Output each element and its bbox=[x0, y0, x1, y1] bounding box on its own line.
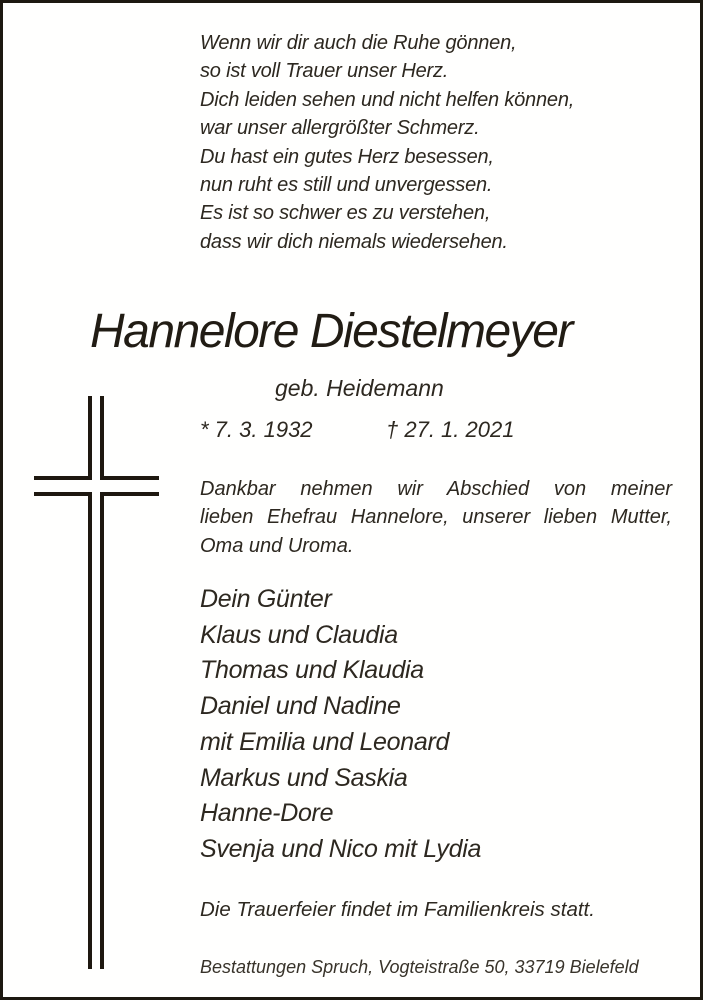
poem-line: dass wir dich niemals wiedersehen. bbox=[200, 230, 508, 253]
mourner-name: Klaus und Claudia bbox=[200, 620, 398, 649]
mourner-name: Thomas und Klaudia bbox=[200, 656, 424, 685]
poem-line: nun ruht es still und unvergessen. bbox=[200, 174, 493, 197]
funeral-home-address: Bestattungen Spruch, Vogteistraße 50, 33719 Bielefeld bbox=[200, 957, 639, 977]
poem-line: Es ist so schwer es zu verstehen, bbox=[200, 202, 491, 225]
mourner-name: Svenja und Nico mit Lydia bbox=[200, 834, 482, 863]
death-date: † 27. 1. 2021 bbox=[386, 417, 515, 442]
birth-date: * 7. 3. 1932 bbox=[200, 417, 313, 442]
mourner-name: Daniel und Nadine bbox=[200, 692, 401, 721]
cross-icon bbox=[28, 391, 163, 973]
mourners-list bbox=[200, 582, 481, 868]
deceased-name: Hannelore Diestelmeyer bbox=[90, 305, 572, 358]
farewell-paragraph bbox=[200, 475, 672, 560]
poem-line: Dich leiden sehen und nicht helfen können, bbox=[200, 88, 575, 111]
mourner-name: Dein Günter bbox=[200, 585, 332, 613]
mourner-name: Hanne-Dore bbox=[200, 799, 334, 828]
ceremony-note: Die Trauerfeier findet im Familienkreis statt. bbox=[200, 898, 595, 921]
farewell-line: Oma und Uroma. bbox=[200, 534, 354, 557]
poem-block bbox=[200, 29, 574, 256]
maiden-name: geb. Heidemann bbox=[275, 375, 444, 401]
poem-line: Du hast ein gutes Herz besessen, bbox=[200, 145, 494, 168]
mourner-name: Markus und Saskia bbox=[200, 763, 408, 792]
poem-line: war unser allergrößter Schmerz. bbox=[200, 117, 480, 140]
poem-line: so ist voll Trauer unser Herz. bbox=[200, 60, 449, 83]
farewell-line: Dankbar nehmen wir Abschied von meiner bbox=[200, 478, 672, 500]
farewell-line: lieben Ehefrau Hannelore, unserer lieben Mutter, bbox=[200, 506, 672, 529]
poem-line: Wenn wir dir auch die Ruhe gönnen, bbox=[200, 32, 517, 54]
mourner-name: mit Emilia und Leonard bbox=[200, 727, 450, 756]
